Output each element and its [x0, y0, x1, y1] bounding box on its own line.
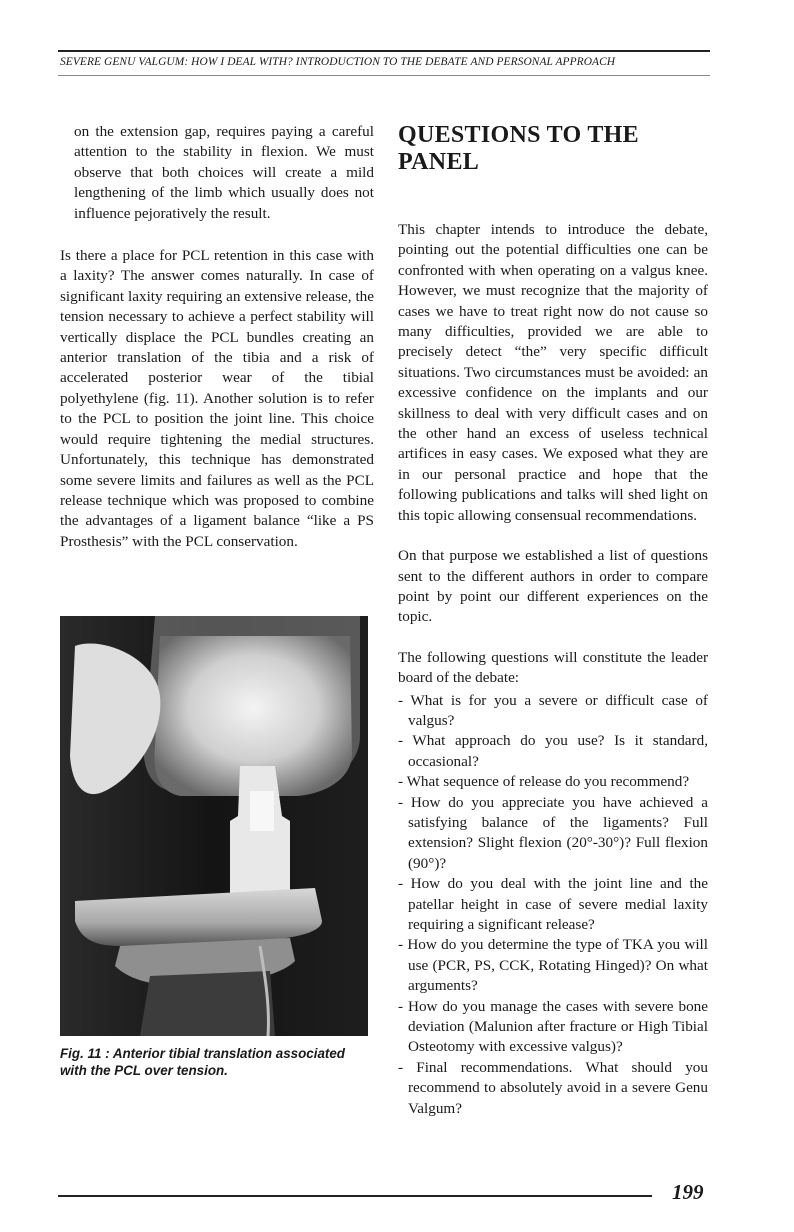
left-paragraph-1: on the extension gap, requires paying a careful attention to the stability in flexion. We must observe that both choices will create a mild lengthening of the limb which usually does not influence pejoratively the result. [74, 123, 374, 222]
right-paragraph-3: The following questions will constitute the leader board of the debate: [398, 648, 708, 687]
list-item: - What is for you a severe or difficult case of valgus? [398, 691, 708, 729]
footer-rule [58, 1195, 652, 1197]
list-item: - How do you determine the type of TKA you will use (PCR, PS, CCK, Rotating Hinged)? On what arguments? [398, 936, 708, 995]
left-column [60, 122, 374, 552]
xray-illustration [60, 616, 368, 1036]
section-heading: QUESTIONS TO THE PANEL [398, 122, 639, 175]
list-item: - How do you manage the cases with severe bone deviation (Malunion after fracture or High Tibial Osteotomy with excessive valgus)? [398, 997, 708, 1056]
header-rule-bottom [58, 75, 710, 76]
running-header: SEVERE GENU VALGUM: HOW I DEAL WITH? INTRODUCTION TO THE DEBATE AND PERSONAL APPROACH [60, 56, 616, 68]
list-item: - Final recommendations. What should you recommend to absolutely avoid in a severe Genu Valgum? [398, 1058, 708, 1117]
list-item: - How do you deal with the joint line and the patellar height in case of severe medial laxity requiring a significant release? [398, 875, 708, 933]
right-paragraph-2: On that purpose we established a list of questions sent to the different authors in order to compare point by point our different experiences on the topic. [398, 547, 708, 626]
figure-xray-image [60, 616, 368, 1036]
figure-caption: Fig. 11 : Anterior tibial translation associated with the PCL over tension. [60, 1046, 345, 1078]
header-rule-top [58, 50, 710, 52]
list-item: - What sequence of release do you recommend? [398, 773, 690, 791]
right-paragraph-1: This chapter intends to introduce the debate, pointing out the potential difficulties one can be confronted with when operating on a valgus knee. However, we must recognize that the majority of cases we have to treat right now do not cause so many difficulties, provided we are able to precisely detect “the” very specific difficult situations. Two circumstances must be avoided: an excessive confidence on the implants and our skillness to deal with very difficult cases and on the other hand an excess of useless technical artifices in easy cases. We exposed what they are in our personal practice and hope that the following publications and talks will shed light on this topic allowing consensual recommendations. [398, 221, 708, 524]
list-item: - How do you appreciate you have achieved a satisfying balance of the ligaments? Full extension? Slight flexion (20°-30°)? Full flexion (90°)? [398, 793, 708, 872]
page-number: 199 [672, 1180, 704, 1204]
question-list [398, 691, 708, 1120]
left-paragraph-2: Is there a place for PCL retention in this case with a laxity? The answer comes naturally. In case of significant laxity requiring an extensive release, the tension necessary to achieve a perfect stability will vertically displace the PCL bundles creating an anterior translation of the tibia and a risk of accelerated posterior wear of the tibial polyethylene (fig. 11). Another solution is to refer to the PCL to position the joint line. This choice would require tightening the medial structures. Unfortunately, this technique has demonstrated some severe limits and failures as well as the PCL release technique which was proposed to combine the advantages of a ligament balance “like a PS Prosthesis” with the PCL conservation. [60, 247, 374, 550]
list-item: - What approach do you use? Is it standard, occasional? [398, 732, 708, 770]
right-column [398, 122, 708, 1119]
